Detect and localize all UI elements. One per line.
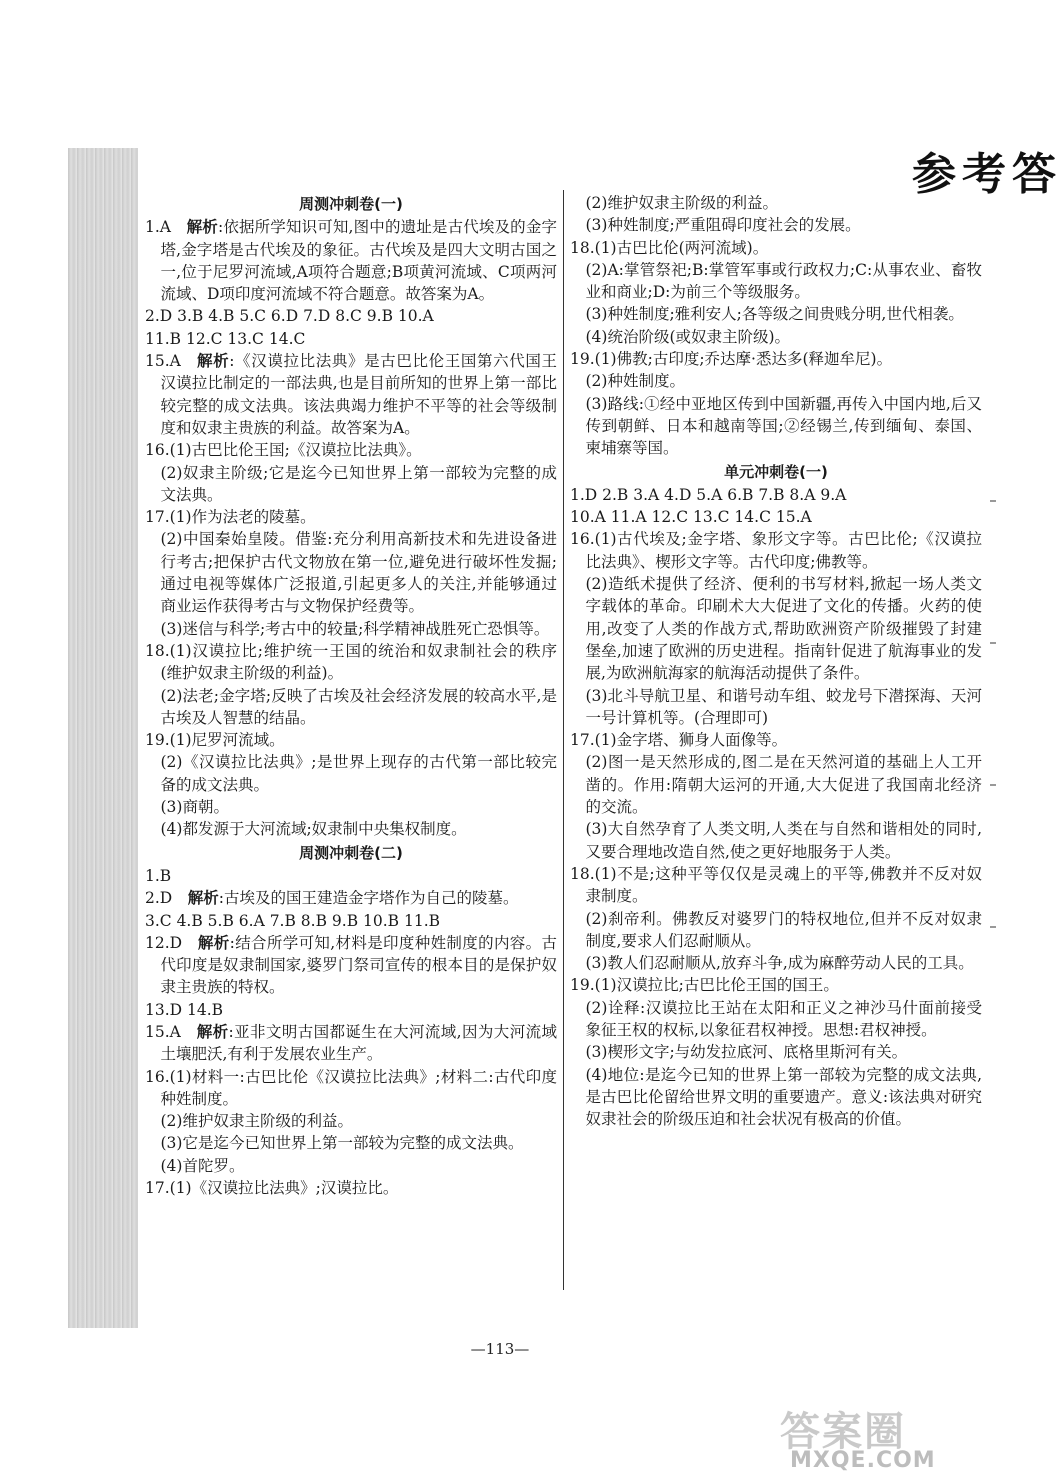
answer-line <box>145 328 557 350</box>
answer-text: 16.(1)古巴比伦王国;《汉谟拉比法典》。 <box>145 441 422 460</box>
answer-number: 12.D <box>145 933 183 952</box>
scan-binding-shadow <box>68 148 138 1328</box>
answer-line <box>145 932 557 999</box>
answer-line <box>145 640 557 685</box>
answer-text: (3)种姓制度;严重阻碍印度社会的发展。 <box>585 216 861 235</box>
answer-text: (3)教人们忍耐顺从,放弃斗争,成为麻醉劳动人民的工具。 <box>585 954 974 973</box>
answer-text: (4)都发源于大河流域;奴隶制中央集权制度。 <box>160 820 467 839</box>
answer-text: (2)中国秦始皇陵。借鉴:充分利用高新技术和先进设备进行考古;把保护古代文物放在第一位,避免进行破坏性发掘;通过电视等媒体广泛报道,引起更多人的关注,并能够通过商业运作获得考古与文物保护经费等。 <box>160 530 557 616</box>
answer-text: :结合所学可知,材料是印度种姓制度的内容。古代印度是奴隶制国家,婆罗门祭司宣传的根本目的是保护奴隶主贵族的特权。 <box>160 933 557 997</box>
answer-text: (2)A:掌管祭祀;B:掌管军事或行政权力;C:从事农业、畜牧业和商业;D:为前三个等级服务。 <box>585 260 982 302</box>
answer-text: 19.(1)汉谟拉比;古巴比伦王国的国王。 <box>570 976 839 995</box>
answer-line <box>570 370 982 392</box>
answer-text: 10.A 11.A 12.C 13.C 14.C 15.A <box>570 508 812 527</box>
answer-text: (2)造纸术提供了经济、便利的书写材料,掀起一场人类文字载体的革命。印刷术大大促进了文化的传播。火药的使用,改变了人类的作战方式,帮助欧洲资产阶级摧毁了封建堡垒,加速了欧洲的历史进程。指南针促进了航海事业的发展,为欧洲航海家的航海活动提供了条件。 <box>585 575 982 683</box>
answer-text: 18.(1)汉谟拉比;维护统一王国的统治和奴隶制社会的秩序(维护奴隶主阶级的利益)。 <box>145 641 557 683</box>
answer-text: (3)北斗导航卫星、和谐号动车组、蛟龙号下潜探海、天河一号计算机等。(合理即可) <box>585 686 982 727</box>
answer-text: (3)楔形文字;与幼发拉底河、底格里斯河有关。 <box>585 1043 908 1062</box>
answer-line <box>570 997 982 1042</box>
answer-line <box>145 1066 557 1111</box>
answer-line <box>570 974 982 996</box>
answer-text: 19.(1)佛教;古印度;乔达摩·悉达多(释迦牟尼)。 <box>570 350 893 369</box>
answer-text: (2)维护奴隶主阶级的利益。 <box>585 194 778 212</box>
analysis-keyword: 解析 <box>197 933 230 952</box>
answer-line <box>145 685 557 730</box>
answer-line <box>145 818 557 840</box>
answer-line <box>145 1110 557 1132</box>
answer-line <box>570 908 982 953</box>
answer-text: (3)商朝。 <box>160 798 229 817</box>
answer-text: (2)《汉谟拉比法典》;是世界上现存的古代第一部比较完备的成文法典。 <box>160 753 557 794</box>
answer-line <box>570 1064 982 1131</box>
answer-text: (3)种姓制度;雅利安人;各等级之间贵贱分明,世代相袭。 <box>585 305 964 324</box>
answer-text: (4)首陀罗。 <box>160 1156 245 1175</box>
answer-line <box>570 952 982 974</box>
answer-line <box>145 462 557 507</box>
answer-text: 18.(1)不是;这种平等仅仅是灵魂上的平等,佛教并不反对奴隶制度。 <box>570 864 982 906</box>
answer-line <box>570 326 982 348</box>
answer-text: (3)路线:①经中亚地区传到中国新疆,再传入中国内地,后又传到朝鲜、日本和越南等国;②经锡兰,传到缅甸、泰国、柬埔寨等国。 <box>585 394 982 458</box>
left-column <box>145 192 557 1199</box>
answer-line <box>570 259 982 304</box>
answer-text: (4)统治阶级(或奴隶主阶级)。 <box>585 327 791 346</box>
analysis-keyword: 解析 <box>196 1022 229 1041</box>
answer-line <box>570 192 982 214</box>
answer-text: (2)图一是天然形成的,图二是在天然河道的基础上人工开凿的。作用:隋朝大运河的开通,大大促进了我国南北经济的交流。 <box>585 753 982 817</box>
answer-text: (2)刹帝利。佛教反对婆罗门的特权地位,但并不反对奴隶制度,要求人们忍耐顺从。 <box>585 909 982 950</box>
answer-line <box>570 393 982 460</box>
answer-text: :《汉谟拉比法典》是古巴比伦王国第六代国王汉谟拉比制定的一部法典,也是目前所知的世界上第一部比较完整的成文法典。该法典竭力维护不平等的社会等级制度和奴隶主贵族的利益。故答案为A。 <box>160 352 557 437</box>
answer-line <box>570 348 982 370</box>
answer-text: 3.C 4.B 5.B 6.A 7.B 8.B 9.B 10.B 11.B <box>145 911 441 930</box>
answer-text: :亚非文明古国都诞生在大河流域,因为大河流域土壤肥沃,有利于发展农业生产。 <box>160 1022 557 1064</box>
answer-number: 1.A <box>145 218 171 237</box>
answer-text: 18.(1)古巴比伦(两河流域)。 <box>570 238 769 257</box>
answer-text: 19.(1)尼罗河流域。 <box>145 731 285 750</box>
answer-text: (2)诠释:汉谟拉比王站在太阳和正义之神沙马什面前接受象征王权的权标,以象征君权神授。思想:君权神授。 <box>585 998 982 1039</box>
answer-line <box>570 484 982 506</box>
section-heading: 周测冲刺卷(一) <box>299 195 403 213</box>
answer-line <box>145 887 557 909</box>
answer-line <box>145 751 557 796</box>
answer-line <box>145 618 557 640</box>
answer-line <box>145 350 557 439</box>
answer-number: 2.D <box>145 889 173 908</box>
answer-line <box>570 573 982 684</box>
answer-line <box>570 751 982 818</box>
answer-text: 1.B <box>145 866 172 885</box>
answer-line <box>570 729 982 751</box>
answer-text: (3)迷信与科学;考古中的较量;科学精神战胜死亡恐惧等。 <box>160 619 550 638</box>
answer-line <box>570 303 982 325</box>
answer-line <box>145 1021 557 1066</box>
watermark-text: 答案圈 <box>780 1409 906 1455</box>
answer-text: 13.D 14.B <box>145 1000 224 1019</box>
analysis-keyword: 解析 <box>186 218 218 237</box>
answer-text: :古埃及的国王建造金字塔作为自己的陵墓。 <box>218 889 519 908</box>
page-title: 参考答 <box>912 149 1062 200</box>
answer-text: 17.(1)金字塔、狮身人面像等。 <box>570 731 788 750</box>
answer-line <box>145 1155 557 1177</box>
answer-text: 17.(1)《汉谟拉比法典》;汉谟拉比。 <box>145 1179 399 1198</box>
answer-text: (2)奴隶主阶级;它是迄今已知世界上第一部较为完整的成文法典。 <box>160 463 557 504</box>
answer-line <box>570 506 982 528</box>
answer-line <box>145 1132 557 1154</box>
right-column <box>570 192 982 1130</box>
answer-text: (2)维护奴隶主阶级的利益。 <box>160 1112 353 1131</box>
answer-text: 1.D 2.B 3.A 4.D 5.A 6.B 7.B 8.A 9.A <box>570 485 847 504</box>
answer-text: :依据所学知识可知,图中的遗址是古代埃及的金字塔,金字塔是古代埃及的象征。古代埃及是四大文明古国之一,位于尼罗河流域,A项符合题意;B项黄河流域、C项两河流域、D项印度河流域不符合题意。故答案为A。 <box>160 218 557 304</box>
answer-line <box>145 528 557 617</box>
answer-line <box>570 863 982 908</box>
answer-line <box>145 1177 557 1199</box>
answer-text: 16.(1)古代埃及;金字塔、象形文字等。古巴比伦;《汉谟拉比法典》、楔形文字等。古代印度;佛教等。 <box>570 530 982 571</box>
section-heading: 单元冲刺卷(一) <box>724 462 828 481</box>
answer-line <box>145 796 557 818</box>
answer-line <box>570 237 982 259</box>
watermark-logo <box>780 1400 990 1473</box>
answer-text: 11.B 12.C 13.C 14.C <box>145 329 306 348</box>
answer-line <box>145 999 557 1021</box>
answer-text: 16.(1)材料一:古巴比伦《汉谟拉比法典》;材料二:古代印度种姓制度。 <box>145 1067 557 1108</box>
answer-line <box>145 506 557 528</box>
answer-text: (3)大自然孕育了人类文明,人类在与自然和谐相处的同时,又要合理地改造自然,使之更好地服务于人类。 <box>585 820 982 861</box>
answer-line <box>145 910 557 932</box>
page-number: —113— <box>470 1340 530 1358</box>
analysis-keyword: 解析 <box>187 889 219 908</box>
answer-text: 17.(1)作为法老的陵墓。 <box>145 508 316 527</box>
column-divider <box>563 190 564 1290</box>
answer-text: (3)它是迄今已知世界上第一部较为完整的成文法典。 <box>160 1134 524 1153</box>
answer-line <box>145 729 557 751</box>
answer-line <box>570 214 982 236</box>
answer-text: (4)地位:是迄今已知的世界上第一部较为完整的成文法典,是古巴比伦留给世界文明的重要遗产。意义:该法典对研究奴隶社会的阶级压迫和社会状况有极高的价值。 <box>585 1065 982 1129</box>
answer-text: (2)种姓制度。 <box>585 372 685 391</box>
answer-line <box>570 685 982 730</box>
answer-line <box>570 528 982 573</box>
right-edge-marks <box>990 500 1000 1200</box>
answer-text: (2)法老;金字塔;反映了古埃及社会经济发展的较高水平,是古埃及人智慧的结晶。 <box>160 686 557 727</box>
section-heading: 周测冲刺卷(二) <box>299 843 403 862</box>
watermark-url: MXQE.COM <box>790 1448 936 1473</box>
answer-line <box>145 305 557 327</box>
answer-line <box>570 818 982 863</box>
answer-number: 15.A <box>145 352 181 371</box>
answer-number: 15.A <box>145 1022 181 1041</box>
answer-line <box>145 216 557 305</box>
answer-line <box>145 439 557 461</box>
analysis-keyword: 解析 <box>196 352 230 371</box>
answer-text: 2.D 3.B 4.B 5.C 6.D 7.D 8.C 9.B 10.A <box>145 307 434 326</box>
answer-line <box>145 865 557 887</box>
answer-line <box>570 1041 982 1063</box>
